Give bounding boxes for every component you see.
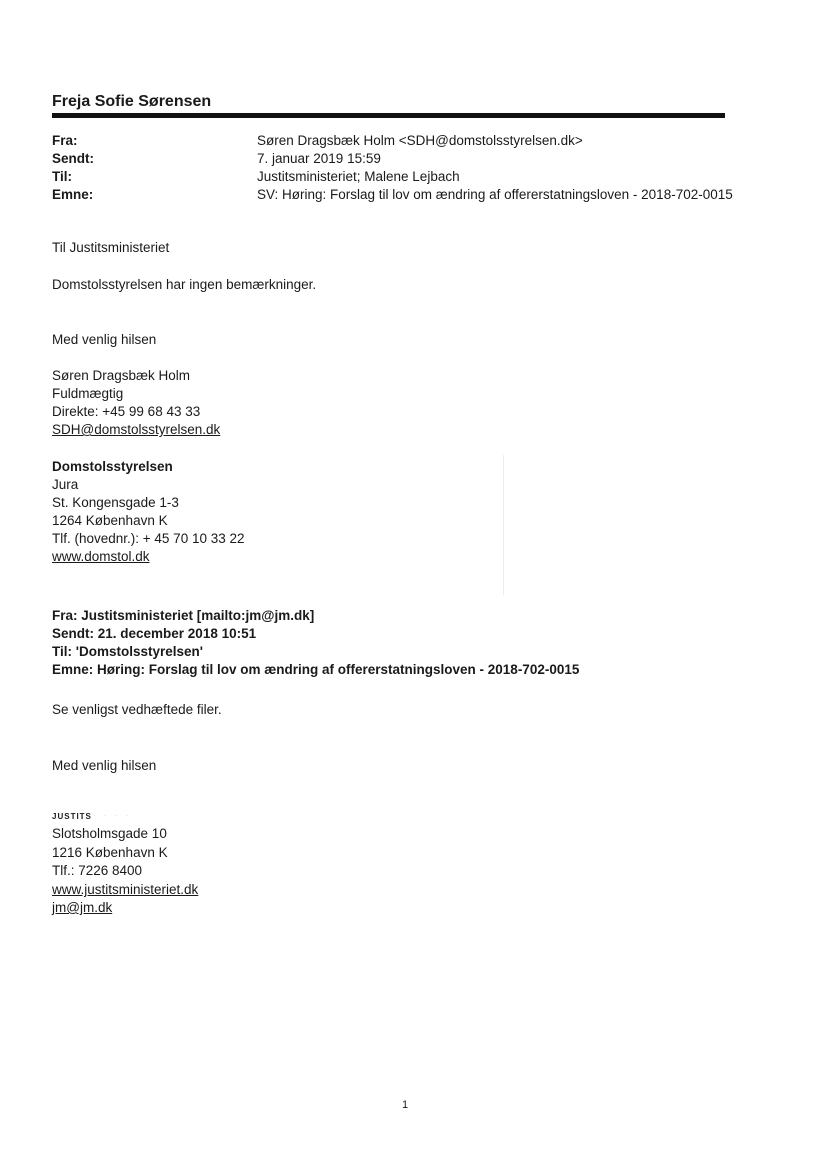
subject-label: Emne: [52, 187, 94, 202]
forwarded-message: Se venligst vedhæftede filer. [52, 702, 222, 717]
header-rule [52, 113, 725, 118]
sent-value: 7. januar 2019 15:59 [257, 151, 381, 166]
mailbox-owner: Freja Sofie Sørensen [52, 93, 212, 110]
org-street: St. Kongensgade 1-3 [52, 495, 179, 510]
forwarded-closing: Med venlig hilsen [52, 758, 157, 773]
org-city: 1264 København K [52, 513, 168, 528]
greeting: Til Justitsministeriet [52, 240, 170, 255]
forwarded-from: Fra: Justitsministeriet [mailto:jm@jm.dk] [52, 608, 315, 623]
forwarded-subject: Emne: Høring: Forslag til lov om ændring af offererstatningsloven - 2018-702-0015 [52, 662, 580, 677]
ministry-logo-text: JUSTITS [52, 812, 92, 821]
subject-value: SV: Høring: Forslag til lov om ændring af offererstatningsloven - 2018-702-0015 [257, 187, 733, 202]
signature-phone: Direkte: +45 99 68 43 33 [52, 404, 201, 419]
forwarded-sent: Sendt: 21. december 2018 10:51 [52, 626, 257, 641]
org-website-link[interactable]: www.domstol.dk [52, 549, 150, 564]
signature-title: Fuldmægtig [52, 386, 124, 401]
ministry-phone: Tlf.: 7226 8400 [52, 863, 143, 878]
ministry-email-link[interactable]: jm@jm.dk [52, 900, 113, 915]
ministry-website-link[interactable]: www.justitsministeriet.dk [52, 882, 199, 897]
ministry-street: Slotsholmsgade 10 [52, 826, 167, 841]
to-value: Justitsministeriet; Malene Lejbach [257, 169, 460, 184]
from-value: Søren Dragsbæk Holm <SDH@domstolsstyrelsen.dk> [257, 133, 583, 148]
org-phone: Tlf. (hovednr.): + 45 70 10 33 22 [52, 531, 245, 546]
signature-email-link[interactable]: SDH@domstolsstyrelsen.dk [52, 422, 221, 437]
sent-label: Sendt: [52, 151, 94, 166]
signature-name: Søren Dragsbæk Holm [52, 368, 191, 383]
to-label: Til: [52, 169, 72, 184]
org-name: Domstolsstyrelsen [52, 459, 173, 474]
ministry-city: 1216 København K [52, 845, 168, 860]
message-body: Domstolsstyrelsen har ingen bemærkninger. [52, 277, 317, 292]
closing: Med venlig hilsen [52, 332, 157, 347]
forwarded-to: Til: 'Domstolsstyrelsen' [52, 644, 203, 659]
faint-logo-mark: · · · · [93, 811, 132, 820]
scan-artifact-line [503, 455, 504, 595]
from-label: Fra: [52, 133, 78, 148]
org-dept: Jura [52, 477, 79, 492]
page-number: 1 [402, 1099, 409, 1111]
